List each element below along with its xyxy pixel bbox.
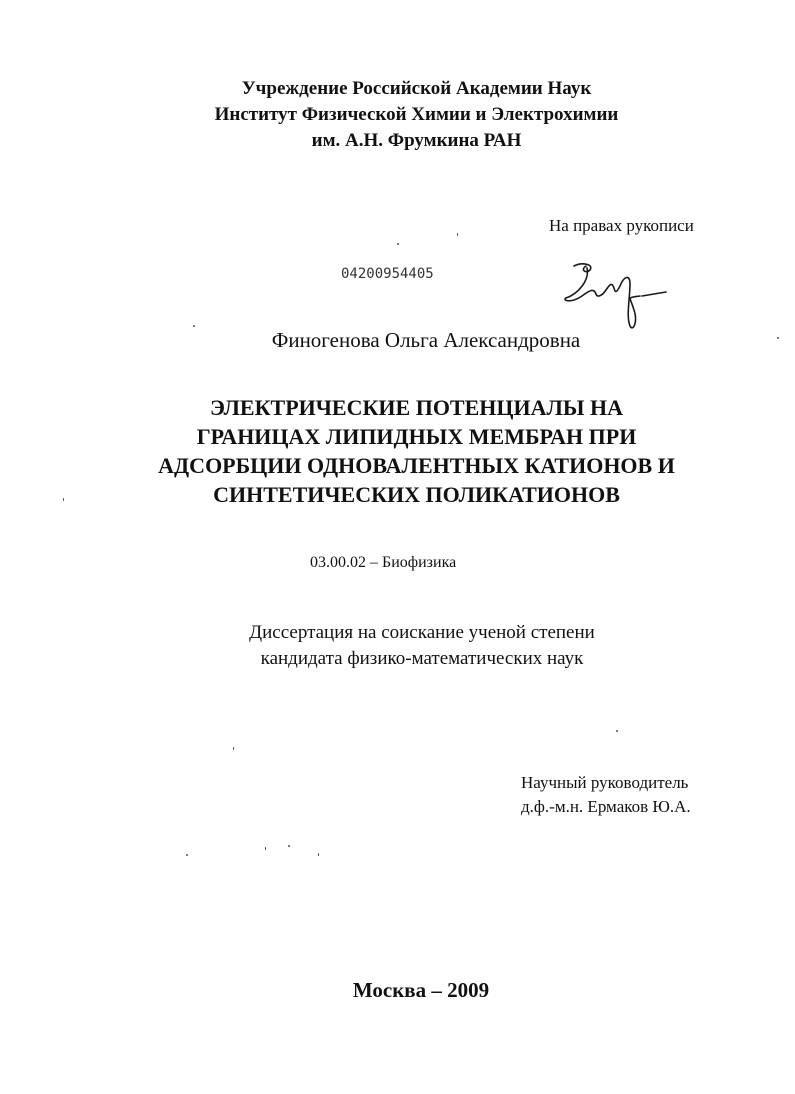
institution-line: Институт Физической Химии и Электрохимии	[214, 104, 619, 125]
specialty-code: 03.00.02 – Биофизика	[310, 554, 457, 571]
scan-speck	[397, 243, 399, 245]
scan-speck	[186, 854, 188, 856]
supervisor-line: Научный руководитель	[521, 773, 689, 792]
institution-block	[0, 76, 795, 154]
scan-speck	[193, 325, 195, 327]
scan-speck	[318, 853, 319, 856]
degree-line: кандидата физико-математических наук	[260, 648, 584, 669]
supervisor-block	[521, 771, 691, 819]
institution-line: Учреждение Российской Академии Наук	[241, 78, 592, 99]
rights-notice: На правах рукописи	[549, 216, 694, 235]
title-line: АДСОРБЦИИ ОДНОВАЛЕНТНЫХ КАТИОНОВ И	[158, 453, 675, 478]
scan-speck	[265, 847, 266, 850]
dissertation-title	[0, 393, 795, 509]
degree-line: Диссертация на соискание ученой степени	[249, 622, 595, 643]
author-name: Финогенова Ольга Александровна	[271, 328, 581, 352]
registration-number: 04200954405	[341, 266, 434, 282]
degree-statement	[0, 620, 795, 672]
scan-speck	[233, 747, 234, 750]
city-year: Москва – 2009	[352, 978, 490, 1002]
handwritten-signature	[560, 258, 670, 334]
scan-speck	[616, 730, 618, 732]
title-line: ГРАНИЦАХ ЛИПИДНЫХ МЕМБРАН ПРИ	[196, 424, 637, 449]
title-line: СИНТЕТИЧЕСКИХ ПОЛИКАТИОНОВ	[213, 482, 620, 507]
scan-speck	[457, 233, 458, 236]
scan-speck	[63, 498, 64, 501]
institution-line: им. А.Н. Фрумкина РАН	[311, 130, 522, 151]
scan-speck	[288, 845, 290, 847]
supervisor-line: д.ф.-м.н. Ермаков Ю.А.	[521, 797, 691, 816]
scan-speck	[777, 337, 779, 339]
title-line: ЭЛЕКТРИЧЕСКИЕ ПОТЕНЦИАЛЫ НА	[209, 395, 623, 420]
